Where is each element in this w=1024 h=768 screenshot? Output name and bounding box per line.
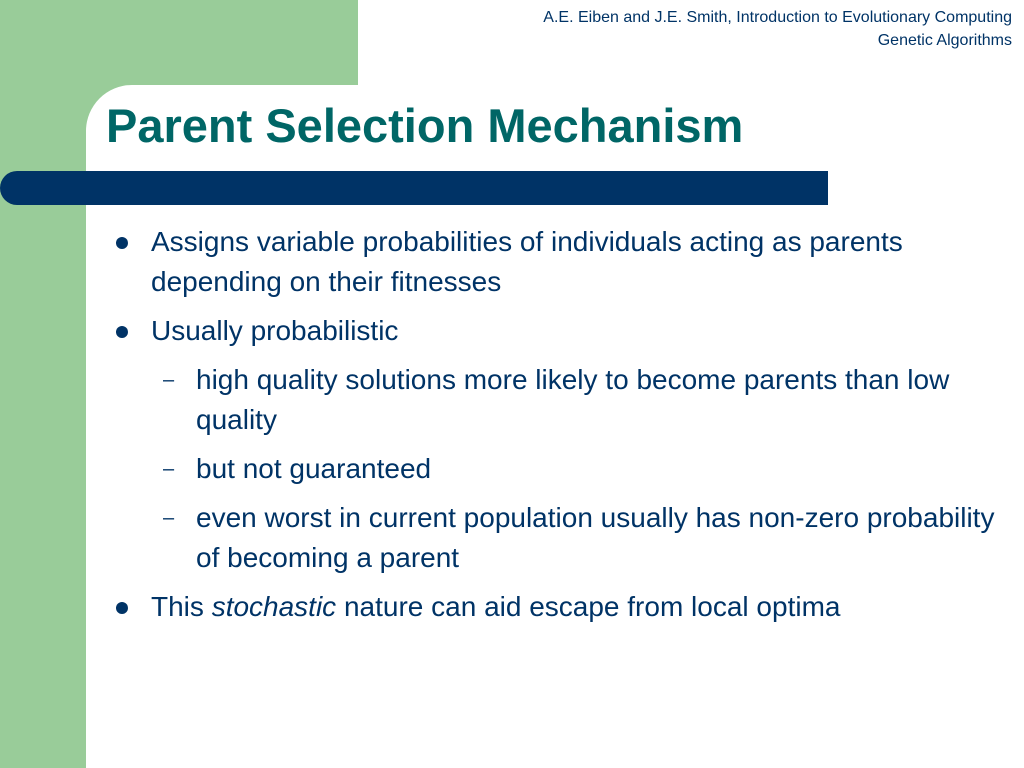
course-header-line-1: A.E. Eiben and J.E. Smith, Introduction to Evolutionary Computing xyxy=(543,9,1012,26)
bullet-item xyxy=(110,222,1000,302)
dash-icon: – xyxy=(163,369,175,391)
bullet-text xyxy=(151,591,840,622)
title-underline-bar xyxy=(0,171,828,205)
sub-bullet-text: even worst in current population usually has non-zero probability of becoming a parent xyxy=(196,502,995,573)
bullet-item xyxy=(110,311,1000,351)
dash-icon: – xyxy=(163,458,175,480)
bullet-text: Usually probabilistic xyxy=(151,315,399,346)
sub-bullet-item xyxy=(110,498,1000,578)
emphasis-word: stochastic xyxy=(211,591,337,622)
course-header xyxy=(543,6,1012,52)
dash-icon: – xyxy=(163,507,175,529)
bullet-text: Assigns variable probabilities of individuals acting as parents depending on their fitnesses xyxy=(151,226,903,297)
sub-bullet-text: high quality solutions more likely to become parents than low quality xyxy=(196,364,950,435)
bullet-dot-icon xyxy=(116,326,128,338)
bullet-dot-icon xyxy=(116,237,128,249)
sub-bullet-text: but not guaranteed xyxy=(196,453,432,484)
course-header-line-2: Genetic Algorithms xyxy=(877,32,1012,49)
sub-bullet-item xyxy=(110,360,1000,440)
bullet-text-before: This xyxy=(151,591,212,622)
bullet-item xyxy=(110,587,1000,627)
bullet-dot-icon xyxy=(116,602,128,614)
sub-bullet-item xyxy=(110,449,1000,489)
slide-title: Parent Selection Mechanism xyxy=(106,99,744,152)
slide-content xyxy=(110,222,1000,636)
bullet-text-after: nature can aid escape from local optima xyxy=(336,591,841,622)
